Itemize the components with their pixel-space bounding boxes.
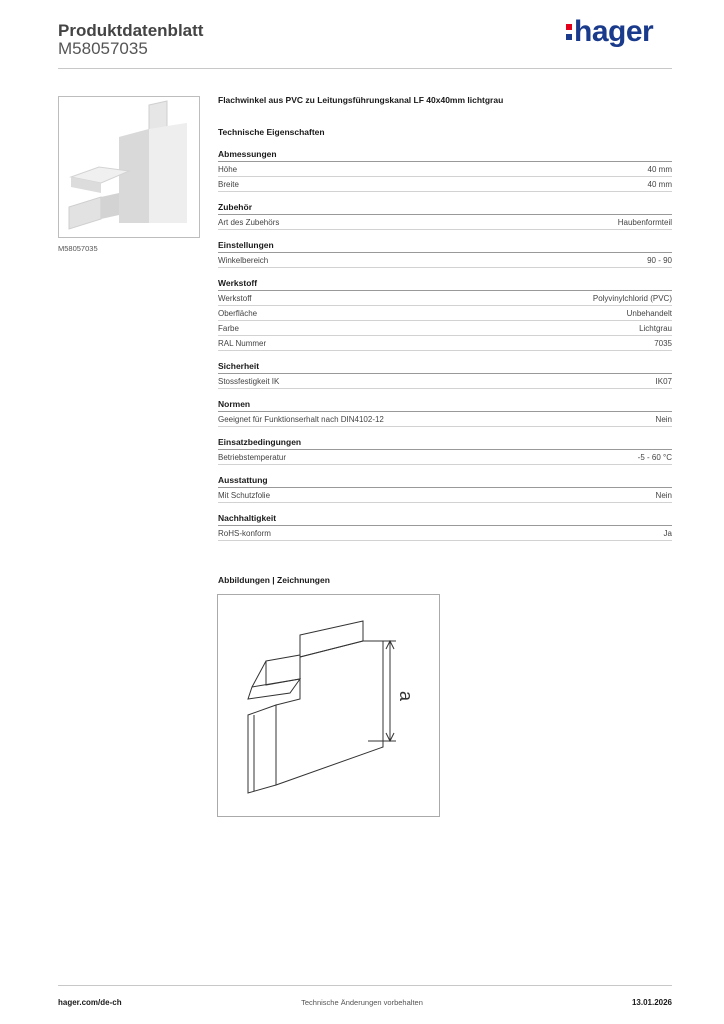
section-title: Einstellungen — [218, 240, 672, 253]
footer-divider — [58, 985, 672, 986]
property-row — [218, 374, 672, 389]
property-value: 90 - 90 — [647, 256, 672, 265]
section-title: Ausstattung — [218, 475, 672, 488]
footer-note: Technische Änderungen vorbehalten — [301, 998, 423, 1007]
section-werkstoff — [218, 278, 672, 351]
property-label: Breite — [218, 180, 239, 189]
property-value: Lichtgrau — [639, 324, 672, 333]
property-value: Polyvinylchlorid (PVC) — [592, 294, 672, 303]
product-image-caption: M58057035 — [58, 244, 98, 253]
property-label: Farbe — [218, 324, 239, 333]
property-label: Stossfestigkeit IK — [218, 377, 280, 386]
article-number: M58057035 — [58, 39, 148, 58]
product-photo — [58, 96, 200, 238]
property-row — [218, 412, 672, 427]
property-row — [218, 526, 672, 541]
property-value: 40 mm — [647, 180, 672, 189]
header-divider — [58, 68, 672, 69]
logo-dots-icon — [566, 15, 572, 45]
section-title: Nachhaltigkeit — [218, 513, 672, 526]
logo-text: hager — [574, 15, 654, 48]
property-row — [218, 450, 672, 465]
property-value: Nein — [655, 491, 672, 500]
section-title: Einsatzbedingungen — [218, 437, 672, 450]
property-label: RAL Nummer — [218, 339, 267, 348]
property-label: Winkelbereich — [218, 256, 269, 265]
property-row — [218, 336, 672, 351]
flat-angle-product-icon — [59, 97, 199, 237]
property-row — [218, 488, 672, 503]
property-value: 40 mm — [647, 165, 672, 174]
property-label: Betriebstemperatur — [218, 453, 287, 462]
technical-drawing — [217, 594, 440, 817]
page-title: Produktdatenblatt — [58, 21, 204, 40]
section-title: Werkstoff — [218, 278, 672, 291]
property-value: Ja — [663, 529, 672, 538]
section-einsatzbedingungen — [218, 437, 672, 465]
footer-website: hager.com/de-ch — [58, 998, 122, 1007]
section-normen — [218, 399, 672, 427]
property-value: 7035 — [654, 339, 672, 348]
section-sicherheit — [218, 361, 672, 389]
property-row — [218, 215, 672, 230]
dimension-label: a — [396, 691, 416, 702]
flat-angle-drawing-icon — [218, 595, 439, 816]
product-description: Flachwinkel aus PVC zu Leitungsführungskanal LF 40x40mm lichtgrau — [218, 95, 504, 105]
property-row — [218, 253, 672, 268]
property-row — [218, 321, 672, 336]
property-label: RoHS-konform — [218, 529, 271, 538]
footer-date: 13.01.2026 — [631, 998, 672, 1007]
property-row — [218, 177, 672, 192]
figures-heading: Abbildungen | Zeichnungen — [218, 575, 330, 585]
section-title: Sicherheit — [218, 361, 672, 374]
property-value: -5 - 60 °C — [637, 453, 672, 462]
section-ausstattung — [218, 475, 672, 503]
section-einstellungen — [218, 240, 672, 268]
hager-logo — [566, 15, 653, 49]
properties-heading: Technische Eigenschaften — [218, 127, 325, 137]
property-label: Geeignet für Funktionserhalt nach DIN4102-12 — [218, 415, 384, 424]
section-title: Normen — [218, 399, 672, 412]
property-label: Mit Schutzfolie — [218, 491, 271, 500]
section-title: Abmessungen — [218, 149, 672, 162]
property-row — [218, 306, 672, 321]
property-row — [218, 162, 672, 177]
property-value: Haubenformteil — [617, 218, 672, 227]
section-title: Zubehör — [218, 202, 672, 215]
property-row — [218, 291, 672, 306]
property-value: IK07 — [655, 377, 672, 386]
specification-area — [218, 95, 672, 551]
property-label: Höhe — [218, 165, 238, 174]
property-label: Oberfläche — [218, 309, 258, 318]
section-zubehoer — [218, 202, 672, 230]
section-abmessungen — [218, 149, 672, 192]
property-value: Unbehandelt — [626, 309, 672, 318]
section-nachhaltigkeit — [218, 513, 672, 541]
property-label: Werkstoff — [218, 294, 252, 303]
property-label: Art des Zubehörs — [218, 218, 280, 227]
property-value: Nein — [655, 415, 672, 424]
